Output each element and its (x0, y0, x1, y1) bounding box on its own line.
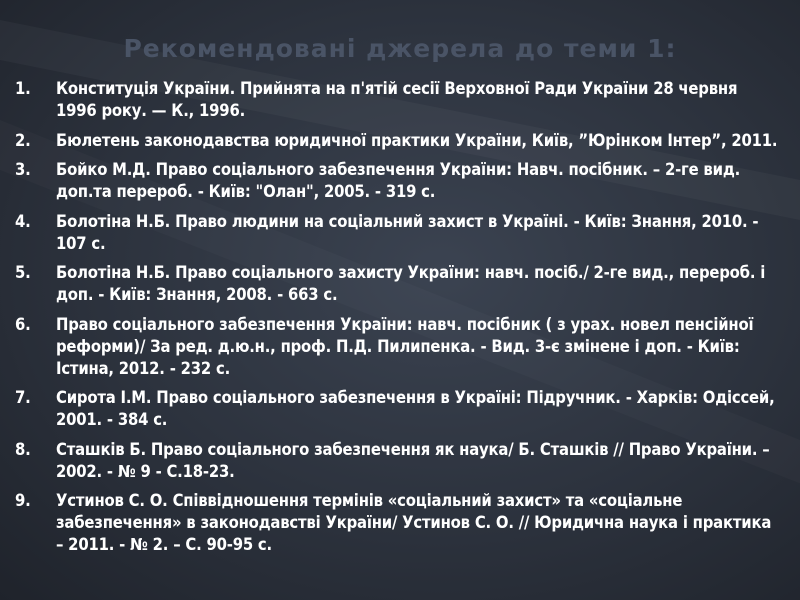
item-text: Бойко М.Д. Право соціального забезпечення України: Навч. посібник. – 2-ге вид. доп.та перероб. - Київ: "Олан", 2005. - 319 с. (56, 160, 741, 201)
item-text: Болотіна Н.Б. Право людини на соціальний захист в Україні. - Київ: Знання, 2010. - 107 с. (56, 211, 759, 253)
item-number: 5. (15, 263, 31, 282)
item-text: Бюлетень законодавства юридичної практики України, Київ, ”Юрінком Інтер”, 2011. (56, 130, 778, 150)
list-item (0, 314, 800, 380)
item-text: Право соціального забезпечення України: навч. посібник ( з урах. новел пенсійної реформи)/ За ред. д.ю.н., проф. П.Д. Пилипенка. - Вид. 3-є змінене і доп. - Київ: Істина, 2012. - 232 с. (56, 314, 754, 378)
item-number: 4. (15, 211, 31, 231)
list-item (0, 490, 800, 556)
list-item (0, 387, 800, 431)
list-item (0, 211, 800, 255)
list-item (0, 130, 800, 152)
item-number: 7. (15, 388, 31, 407)
list-item (0, 262, 800, 306)
item-number: 9. (15, 491, 31, 510)
item-text: Конституція України. Прийнята на п'ятій сесії Верховної Ради України 28 червня 1996 року. — К., 1996. (56, 79, 738, 120)
slide-title: Рекомендовані джерела до теми 1: (123, 34, 677, 63)
item-number: 1. (15, 79, 31, 98)
item-text: Сташків Б. Право соціального забезпечення як наука/ Б. Сташків // Право України. – 2002. - № 9 - С.18-23. (56, 439, 770, 481)
item-text: Устинов С. О. Співвідношення термінів «соціальний захист» та «соціальне забезпечення» в законодавстві України/ Устинов С. О. // Юридична наука і практика – 2011. - № 2. – С. 90-95 с. (56, 491, 772, 554)
list-item (0, 439, 800, 483)
item-text: Болотіна Н.Б. Право соціального захисту України: навч. посіб./ 2-ге вид., перероб. і доп. - Київ: Знання, 2008. - 663 с. (56, 263, 766, 304)
item-number: 8. (15, 439, 31, 459)
item-number: 2. (15, 130, 31, 150)
list-item (0, 159, 800, 203)
item-text: Сирота І.М. Право соціального забезпечення в Україні: Підручник. - Харків: Одіссей, 2001. - 384 с. (56, 388, 775, 429)
list-item (0, 78, 800, 122)
item-number: 6. (15, 314, 31, 334)
item-number: 3. (15, 160, 31, 179)
sources-list (0, 78, 800, 564)
